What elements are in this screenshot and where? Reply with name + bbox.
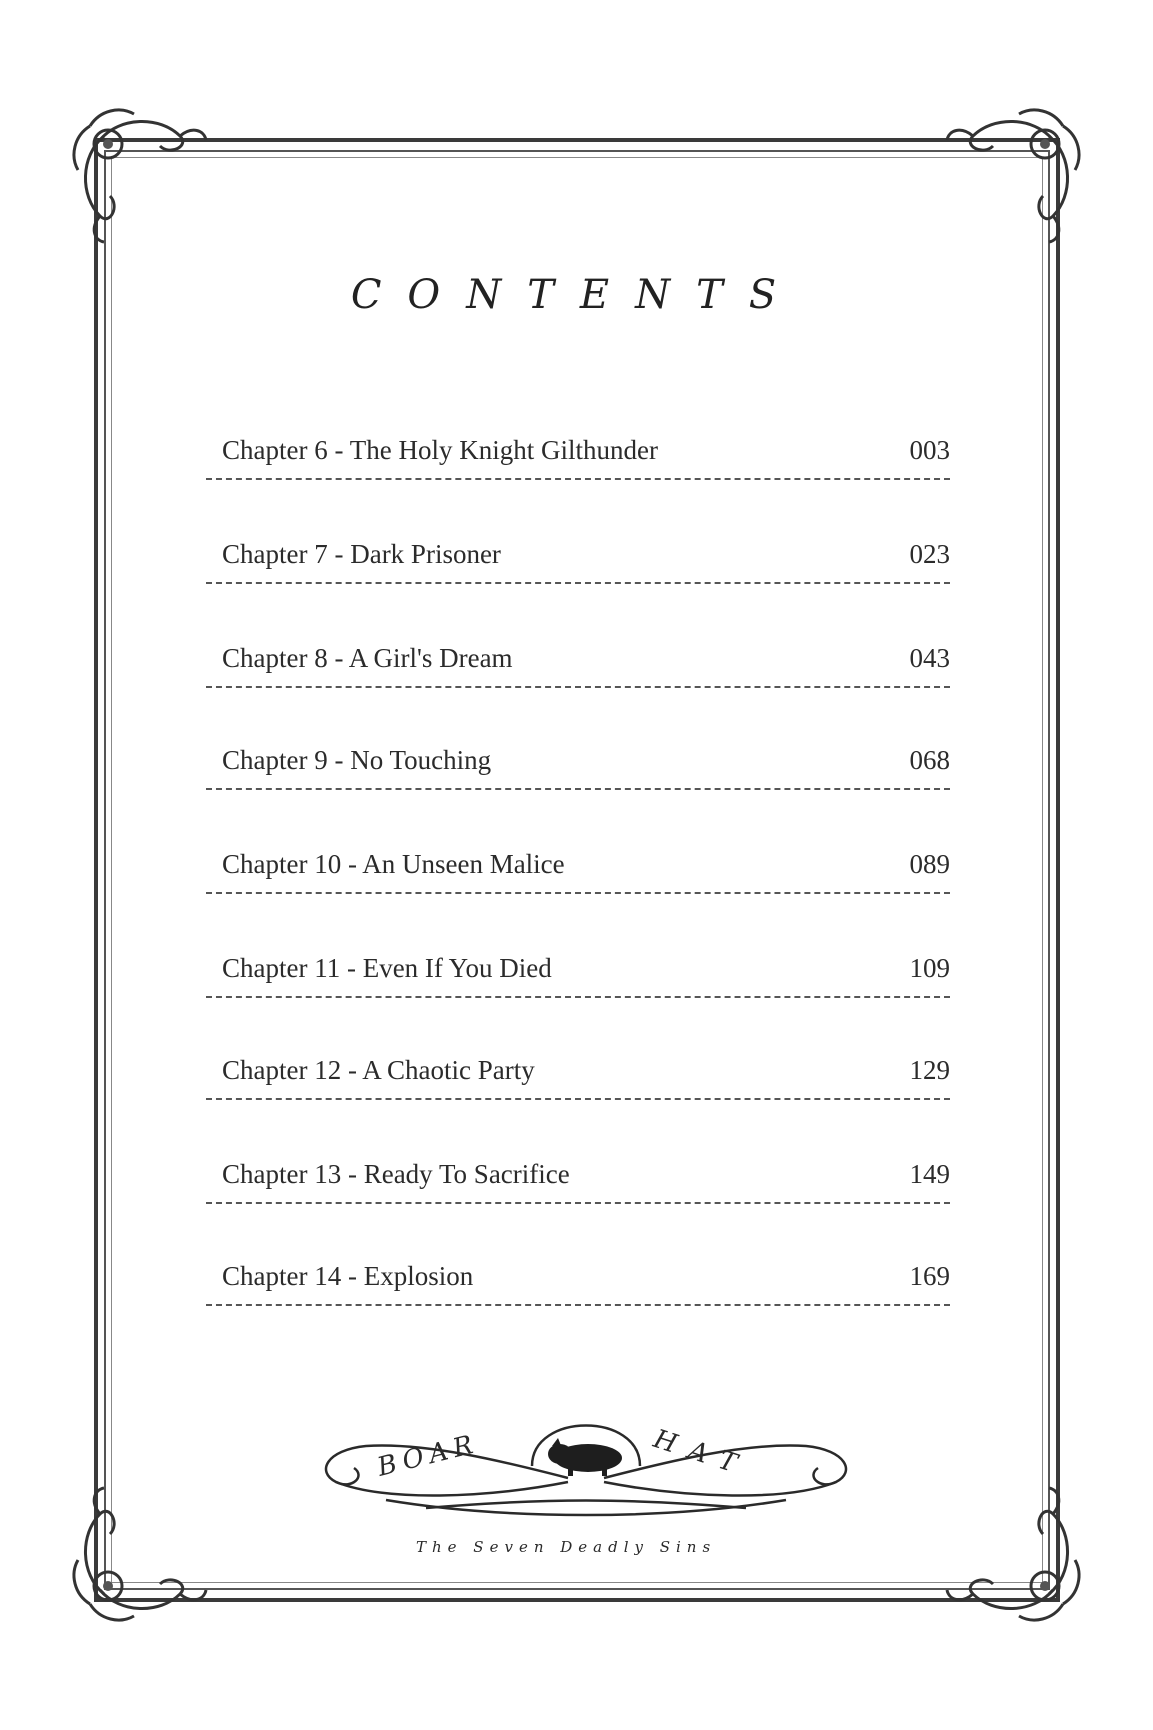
chapter-title: Chapter 13 - Ready To Sacrifice [222, 1159, 570, 1189]
pig-icon [548, 1438, 622, 1476]
dotted-leader [206, 996, 950, 998]
list-item [206, 1246, 950, 1306]
boar-hat-logo [306, 1402, 866, 1572]
list-item [206, 1040, 950, 1100]
chapter-title: Chapter 8 - A Girl's Dream [222, 643, 513, 673]
dotted-leader [206, 686, 950, 688]
list-item [206, 834, 950, 894]
chapter-title: Chapter 12 - A Chaotic Party [222, 1055, 535, 1085]
page-number: 068 [909, 745, 950, 775]
logo-right-word: HAT [649, 1424, 754, 1484]
list-item [206, 938, 950, 998]
dotted-leader [206, 892, 950, 894]
chapter-title: Chapter 7 - Dark Prisoner [222, 539, 501, 569]
list-item [206, 628, 950, 688]
page-number: 109 [909, 953, 950, 983]
page-number: 149 [909, 1159, 950, 1189]
logo-left-word: BOAR [374, 1428, 482, 1483]
page-number: 023 [909, 539, 950, 569]
dotted-leader [206, 478, 950, 480]
dotted-leader [206, 1304, 950, 1306]
chapter-title: Chapter 6 - The Holy Knight Gilthunder [222, 435, 658, 465]
page-number: 129 [909, 1055, 950, 1085]
corner-ornament-icon [943, 96, 1093, 246]
dotted-leader [206, 582, 950, 584]
page-title: CONTENTS [350, 272, 803, 318]
list-item [206, 420, 950, 480]
page-number: 169 [909, 1261, 950, 1291]
chapter-title: Chapter 10 - An Unseen Malice [222, 849, 565, 879]
corner-ornament-icon [60, 1484, 210, 1634]
list-item [206, 730, 950, 790]
logo-subtitle: The Seven Deadly Sins [416, 1538, 717, 1556]
list-item [206, 1144, 950, 1204]
chapter-title: Chapter 11 - Even If You Died [222, 953, 552, 983]
page-number: 003 [909, 435, 950, 465]
dotted-leader [206, 1098, 950, 1100]
dotted-leader [206, 788, 950, 790]
chapter-title: Chapter 14 - Explosion [222, 1261, 474, 1291]
chapter-title: Chapter 9 - No Touching [222, 745, 492, 775]
corner-ornament-icon [943, 1484, 1093, 1634]
list-item [206, 524, 950, 584]
page-number: 089 [909, 849, 950, 879]
page-number: 043 [909, 643, 950, 673]
dotted-leader [206, 1202, 950, 1204]
corner-ornament-icon [60, 96, 210, 246]
